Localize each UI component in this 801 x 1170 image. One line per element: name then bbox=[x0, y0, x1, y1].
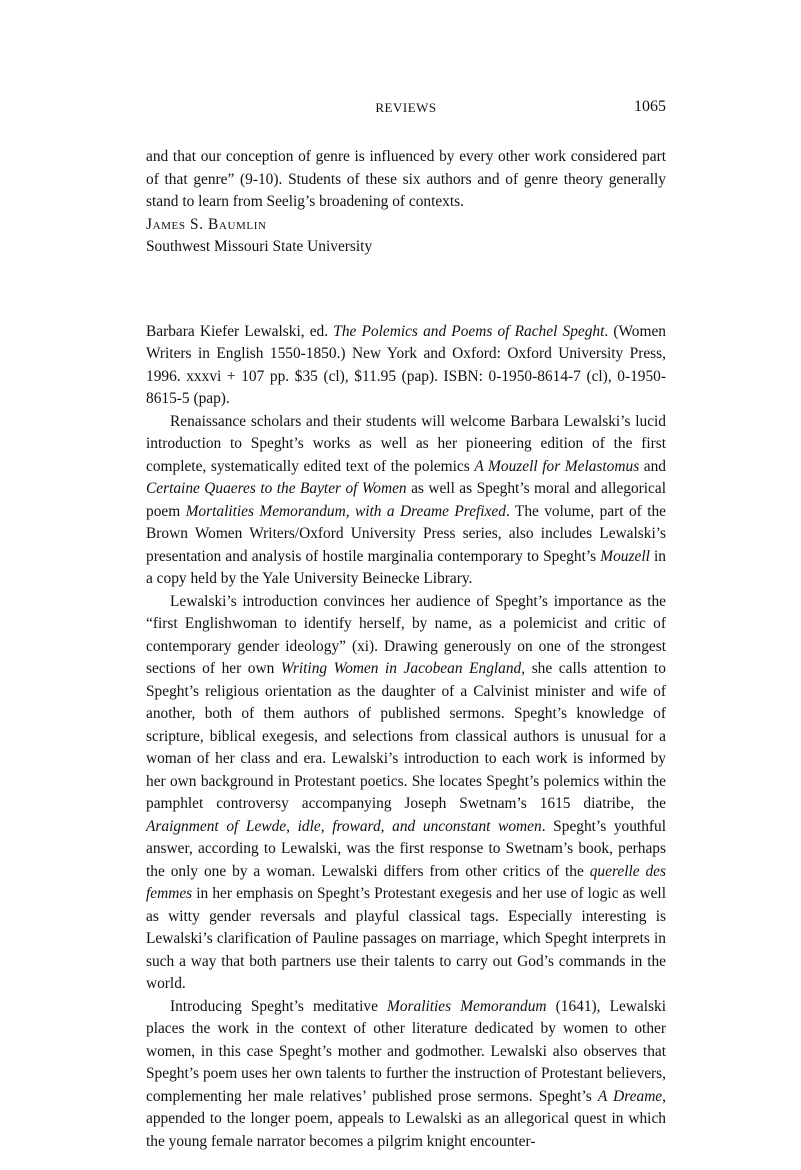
text-run: Introducing Speght’s meditative bbox=[170, 997, 387, 1015]
section-gap bbox=[146, 259, 666, 321]
text-run: and bbox=[639, 457, 667, 475]
italic-title: A Mouzell for Melastomus bbox=[474, 457, 640, 475]
text-run: (1641), Lewalski places the work in the context of other literature dedicated by women to other women, in this case Speght’s mother and godmother. Lewalski also observes that Speght’s poem uses her own talents to further the instruction of Protestant believers, complementing her male relatives’ published prose sermons. Speght’s bbox=[146, 997, 666, 1105]
citation-title: The Polemics and Poems of Rachel Speght bbox=[333, 322, 605, 340]
italic-title: A Dreame bbox=[597, 1087, 663, 1105]
page-body bbox=[146, 146, 666, 1153]
review-paragraph-2 bbox=[146, 591, 666, 996]
italic-title: querelle des femmes bbox=[146, 862, 667, 902]
running-head: REVIEWS bbox=[375, 100, 437, 115]
italic-title: Certaine Quaeres to the Bayter of Women bbox=[146, 480, 407, 497]
reviewer-name: James S. Baumlin bbox=[146, 215, 267, 233]
page-number: 1065 bbox=[634, 98, 666, 115]
italic-title: Mouzell bbox=[600, 547, 650, 565]
text-run: , she calls attention to Speght’s religious orientation as the daughter of a Calvinist minister and wife of another, both of them authors of published sermons. Speght’s knowledge of scripture, biblical exegesis, and selections from classical authors is unusual for a woman of her class and era. Lewalski’s introduction to each work is informed by her own background in Protestant poetics. She locates Speght’s polemics within the pamphlet controversy accompanying Joseph Swetnam’s 1615 diatribe, the bbox=[146, 660, 666, 812]
text-run: Renaissance scholars and their students will welcome Barbara Lewalski’s lucid introduction to Speght’s works as well as her pioneering edition of the first complete, systematically edited text of the polemics bbox=[146, 412, 666, 475]
reviewer-affiliation: Southwest Missouri State University bbox=[146, 238, 373, 255]
citation-details: . (Women Writers in English 1550-1850.) New York and Oxford: Oxford University Press, 1996. xxxvi + 107 pp. $35 (cl), $11.95 (pap). ISBN: 0-1950-8614-7 (cl), 0-1950-8615-5 (pap). bbox=[146, 322, 667, 407]
text-run: as well as Speght’s moral and allegorical poem bbox=[146, 480, 666, 520]
italic-title: Writing Women in Jacobean England bbox=[280, 660, 522, 677]
italic-title: Araignment of Lewde, idle, froward, and unconstant women bbox=[146, 817, 542, 835]
review-paragraph-3 bbox=[146, 996, 666, 1154]
text-run: in her emphasis on Speght’s Protestant exegesis and her use of logic as well as witty gender reversals and playful classical tags. Especially interesting is Lewalski’s clarification of Pauline passages on marriage, which Speght interprets in such a way that both partners use their talents to carry out God’s commands in the world. bbox=[146, 885, 666, 992]
book-citation bbox=[146, 321, 666, 411]
page-header bbox=[146, 100, 666, 120]
review-paragraph-1 bbox=[146, 411, 666, 591]
italic-title: Mortalities Memorandum, with a Dreame Prefixed bbox=[185, 502, 506, 520]
italic-title: Moralities Memorandum bbox=[387, 997, 547, 1015]
citation-author: Barbara Kiefer Lewalski, ed. bbox=[146, 322, 334, 340]
text-run: , appended to the longer poem, appeals to Lewalski as an allegorical quest in which the young female narrator becomes a pilgrim knight encounter- bbox=[146, 1087, 666, 1150]
previous-review-ending: and that our conception of genre is influenced by every other work considered part of that genre” (9-10). Students of these six authors and of genre theory generally stand to learn from Seelig’s broadening of contexts. bbox=[146, 148, 666, 210]
text-run: . Speght’s youthful answer, according to Lewalski, was the first response to Swetnam’s book, perhaps the only one by a woman. Lewalski differs from other critics of the bbox=[146, 817, 667, 880]
text-run: in a copy held by the Yale University Beinecke Library. bbox=[146, 547, 667, 587]
text-run: . The volume, part of the Brown Women Writers/Oxford University Press series, also includes Lewalski’s presentation and analysis of hostile marginalia contemporary to Speght’s bbox=[146, 502, 666, 565]
text-run: Lewalski’s introduction convinces her audience of Speght’s importance as the “first Englishwoman to identify herself, by name, as a polemicist and critic of contemporary gender ideology” (xi). Drawing generously on one of the strongest sections of her own bbox=[146, 592, 666, 677]
